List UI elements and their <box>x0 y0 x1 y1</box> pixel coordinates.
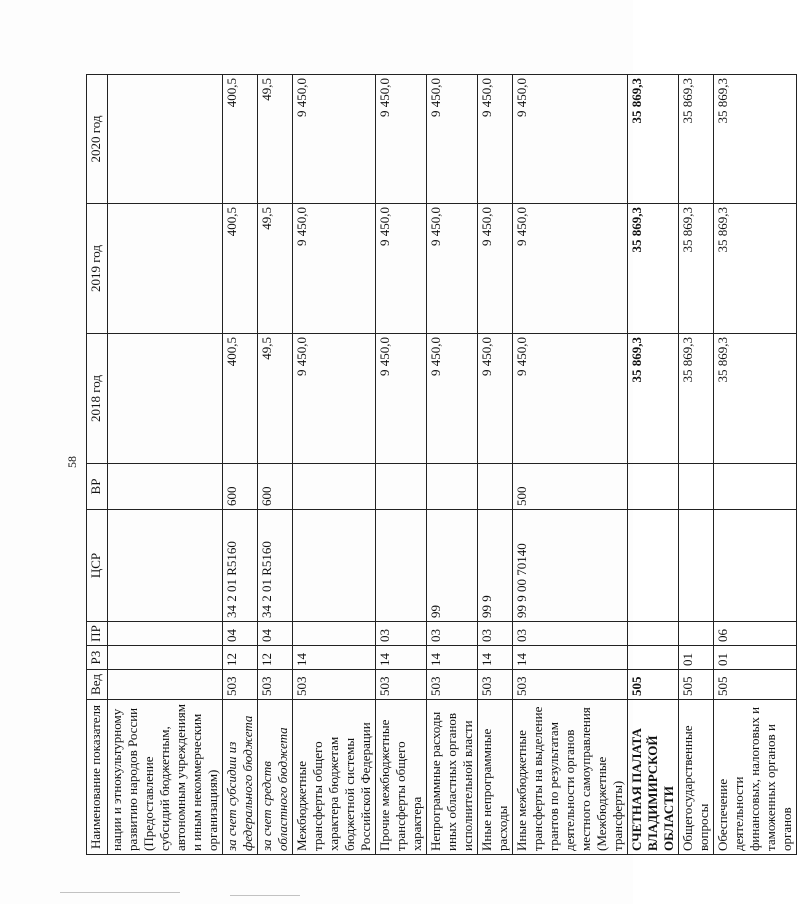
cell-vr <box>679 464 714 510</box>
cell-rz: 01 <box>679 646 714 670</box>
table-row <box>258 75 293 855</box>
cell-vr <box>478 464 513 510</box>
cell-rz: 14 <box>427 646 478 670</box>
cell-2019: 35 869,3 <box>679 204 714 334</box>
budget-table <box>86 74 797 855</box>
cell-name: СЧЕТНАЯ ПАЛАТА ВЛАДИМИРСКОЙ ОБЛАСТИ <box>628 700 679 855</box>
cell-name: Общегосударственные вопросы <box>679 700 714 855</box>
page-number: 58 <box>65 456 79 468</box>
cell-vr <box>427 464 478 510</box>
cell-ved: 503 <box>427 670 478 700</box>
cell-pr: 03 <box>513 622 628 646</box>
cell-2018: 400,5 <box>223 334 258 464</box>
cell-2020: 9 450,0 <box>376 75 427 204</box>
cell-2019: 35 869,3 <box>714 204 797 334</box>
cell-ved: 503 <box>258 670 293 700</box>
table-row <box>108 75 223 855</box>
cell-2020: 9 450,0 <box>513 75 628 204</box>
table-row <box>628 75 679 855</box>
cell-csr <box>628 510 679 622</box>
cell-ved: 503 <box>293 670 376 700</box>
cell-rz: 12 <box>223 646 258 670</box>
cell-pr <box>679 622 714 646</box>
cell-csr <box>714 510 797 622</box>
cell-pr: 03 <box>427 622 478 646</box>
header-csr: ЦСР <box>87 510 108 622</box>
header-pr: ПР <box>87 622 108 646</box>
cell-2018: 35 869,3 <box>714 334 797 464</box>
cell-rz <box>108 646 223 670</box>
cell-ved: 505 <box>714 670 797 700</box>
cell-rz: 14 <box>513 646 628 670</box>
cell-name: Обеспечение деятельности финансовых, налоговых и таможенных органов и органов <box>714 700 797 855</box>
cell-pr: 04 <box>223 622 258 646</box>
cell-vr: 500 <box>513 464 628 510</box>
cell-csr <box>108 510 223 622</box>
cell-rz: 14 <box>293 646 376 670</box>
cell-rz: 14 <box>376 646 427 670</box>
cell-csr <box>376 510 427 622</box>
cell-vr <box>108 464 223 510</box>
cell-vr <box>714 464 797 510</box>
cell-2019: 400,5 <box>223 204 258 334</box>
table-header-row <box>87 75 108 855</box>
cell-2018: 35 869,3 <box>679 334 714 464</box>
cell-2020: 9 450,0 <box>478 75 513 204</box>
header-2020: 2020 год <box>87 75 108 204</box>
cell-2018: 9 450,0 <box>376 334 427 464</box>
table-row <box>427 75 478 855</box>
cell-ved: 505 <box>628 670 679 700</box>
cell-pr: 03 <box>376 622 427 646</box>
cell-2018: 9 450,0 <box>478 334 513 464</box>
table-row <box>679 75 714 855</box>
cell-2019: 9 450,0 <box>478 204 513 334</box>
cell-rz <box>628 646 679 670</box>
cell-ved: 503 <box>478 670 513 700</box>
scan-artifact <box>60 892 180 893</box>
cell-2020: 35 869,3 <box>628 75 679 204</box>
cell-pr <box>108 622 223 646</box>
cell-2018: 9 450,0 <box>293 334 376 464</box>
cell-name: нации и этнокультурному развитию народов России (Предоставление субсидий бюджетным, автономным учреждениям и иным некоммерческим организациям) <box>108 700 223 855</box>
cell-2019: 9 450,0 <box>513 204 628 334</box>
cell-name: Иные непрограммные расходы <box>478 700 513 855</box>
header-name: Наименование показателя <box>87 700 108 855</box>
cell-2020: 9 450,0 <box>427 75 478 204</box>
cell-pr: 03 <box>478 622 513 646</box>
table-row <box>513 75 628 855</box>
cell-vr: 600 <box>223 464 258 510</box>
cell-ved <box>108 670 223 700</box>
table-row <box>478 75 513 855</box>
cell-name: Иные межбюджетные трансферты на выделение грантов по результатам деятельности органов местного самоуправления (Межбюджетные трансферты) <box>513 700 628 855</box>
cell-vr <box>293 464 376 510</box>
cell-csr: 99 <box>427 510 478 622</box>
cell-ved: 503 <box>513 670 628 700</box>
cell-2020 <box>108 75 223 204</box>
cell-csr: 34 2 01 R5160 <box>223 510 258 622</box>
cell-2020: 49,5 <box>258 75 293 204</box>
table-row <box>376 75 427 855</box>
cell-csr: 99 9 00 70140 <box>513 510 628 622</box>
header-vr: ВР <box>87 464 108 510</box>
cell-2020: 400,5 <box>223 75 258 204</box>
cell-vr: 600 <box>258 464 293 510</box>
cell-ved: 503 <box>376 670 427 700</box>
cell-2019: 9 450,0 <box>427 204 478 334</box>
table-row <box>714 75 797 855</box>
cell-2018 <box>108 334 223 464</box>
header-ved: Вед <box>87 670 108 700</box>
table-row <box>293 75 376 855</box>
cell-rz: 12 <box>258 646 293 670</box>
cell-rz: 01 <box>714 646 797 670</box>
cell-2020: 35 869,3 <box>679 75 714 204</box>
scan-artifact <box>230 895 300 896</box>
table-row <box>223 75 258 855</box>
cell-2019: 9 450,0 <box>376 204 427 334</box>
cell-csr <box>293 510 376 622</box>
cell-pr <box>293 622 376 646</box>
cell-rz: 14 <box>478 646 513 670</box>
rotated-table-container <box>86 75 794 855</box>
cell-2019 <box>108 204 223 334</box>
cell-name: Межбюджетные трансферты общего характера бюджетам бюджетной системы Российской Федерации <box>293 700 376 855</box>
cell-pr <box>628 622 679 646</box>
cell-csr <box>679 510 714 622</box>
header-rz: РЗ <box>87 646 108 670</box>
cell-2020: 9 450,0 <box>293 75 376 204</box>
cell-name: Прочие межбюджетные трансферты общего характера <box>376 700 427 855</box>
cell-2018: 9 450,0 <box>427 334 478 464</box>
cell-csr: 99 9 <box>478 510 513 622</box>
cell-pr: 04 <box>258 622 293 646</box>
header-2019: 2019 год <box>87 204 108 334</box>
cell-name: за счет средств областного бюджета <box>258 700 293 855</box>
cell-2019: 35 869,3 <box>628 204 679 334</box>
cell-vr <box>628 464 679 510</box>
cell-2018: 49,5 <box>258 334 293 464</box>
cell-2018: 9 450,0 <box>513 334 628 464</box>
cell-ved: 503 <box>223 670 258 700</box>
cell-name: за счет субсидии из федерального бюджета <box>223 700 258 855</box>
cell-ved: 505 <box>679 670 714 700</box>
cell-2018: 35 869,3 <box>628 334 679 464</box>
cell-name: Непрограммные расходы иных областных органов исполнительной власти <box>427 700 478 855</box>
header-2018: 2018 год <box>87 334 108 464</box>
cell-2019: 9 450,0 <box>293 204 376 334</box>
cell-2019: 49,5 <box>258 204 293 334</box>
cell-csr: 34 2 01 R5160 <box>258 510 293 622</box>
cell-pr: 06 <box>714 622 797 646</box>
cell-vr <box>376 464 427 510</box>
cell-2020: 35 869,3 <box>714 75 797 204</box>
